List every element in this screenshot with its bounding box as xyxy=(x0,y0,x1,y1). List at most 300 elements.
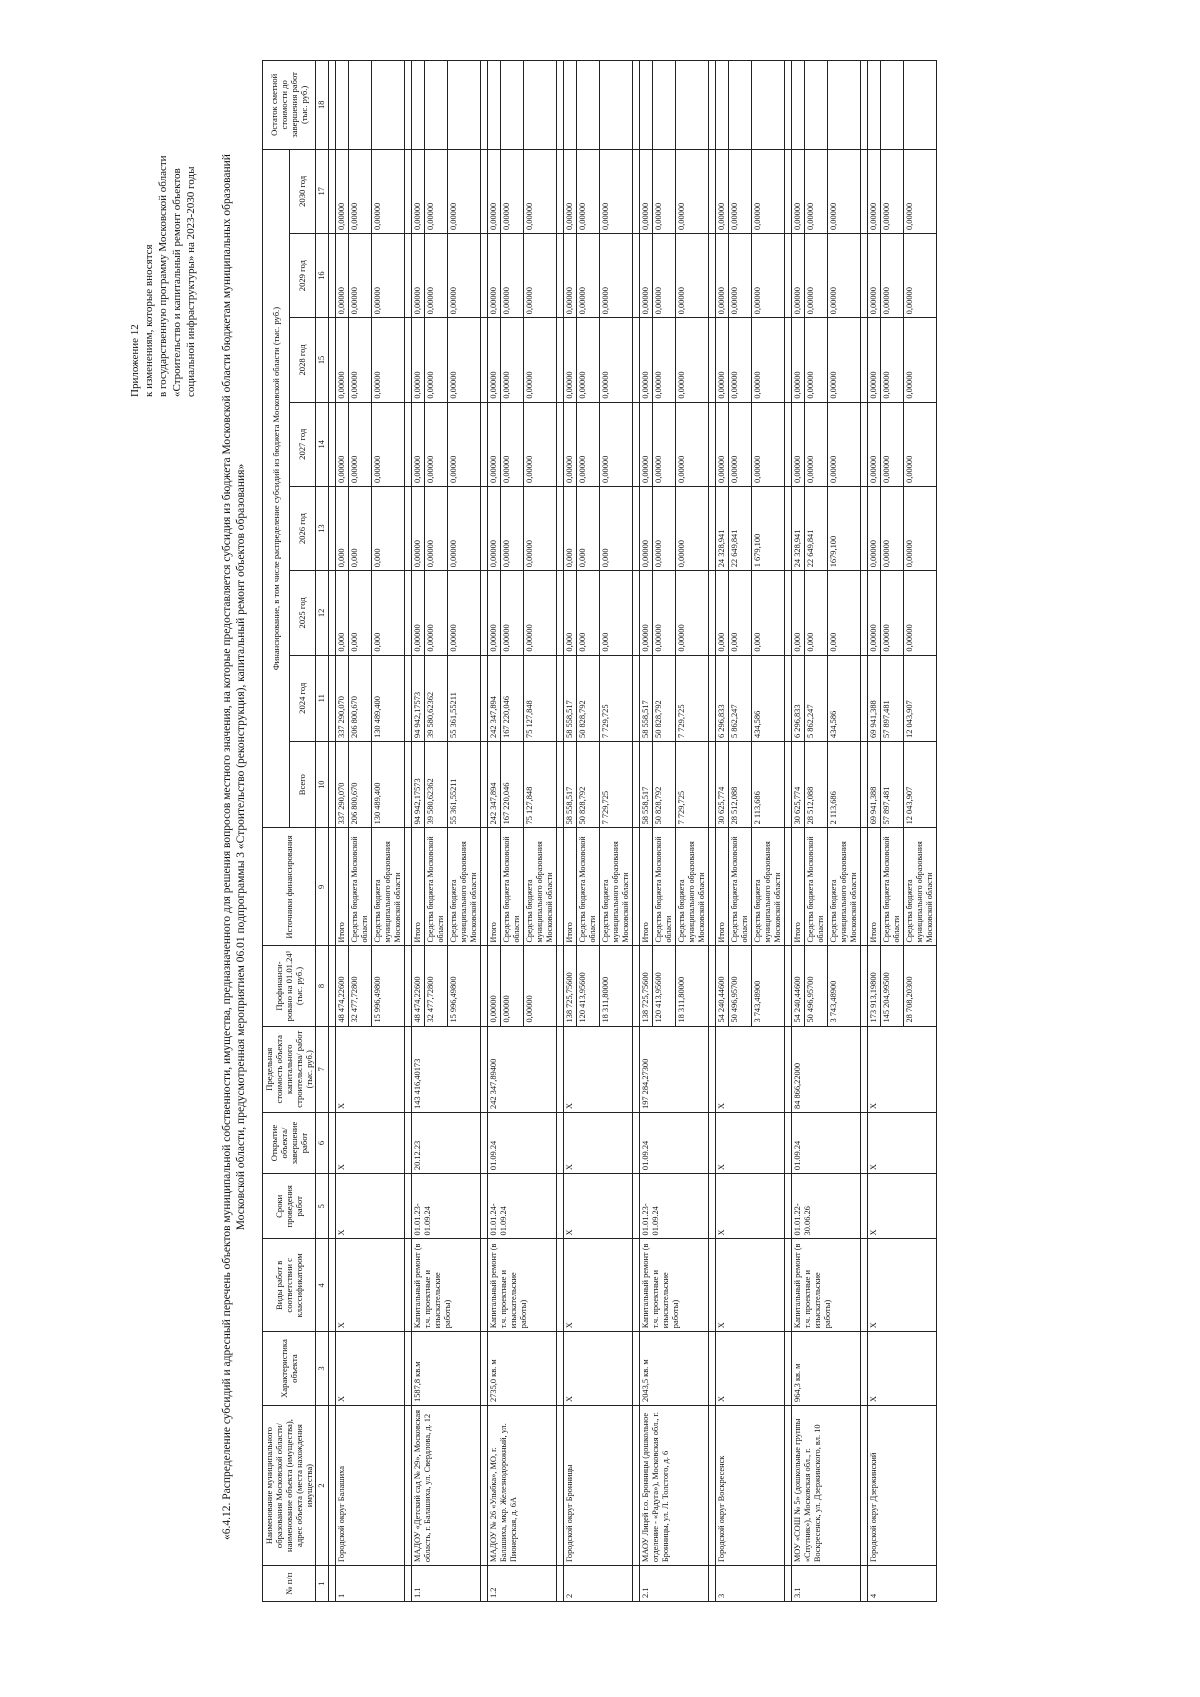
separator-cell xyxy=(557,741,564,827)
column-number: 8 xyxy=(316,946,329,1026)
separator-cell xyxy=(709,946,716,1026)
financing-value: 0,000 xyxy=(752,571,785,655)
financing-value: 0,000 xyxy=(336,571,349,655)
financing-value: 0,00000 xyxy=(676,149,709,233)
remainder-value xyxy=(881,61,904,150)
financing-value: 0,00000 xyxy=(412,402,425,486)
header-total: Всего xyxy=(289,741,316,827)
appendix-line: социальной инфраструктуры» на 2023-2030 годы xyxy=(185,166,197,397)
funding-source: Средства бюджета Московской области xyxy=(653,828,676,946)
financing-value: 0,00000 xyxy=(448,318,481,402)
separator-cell xyxy=(785,946,792,1026)
financing-value: 0,00000 xyxy=(868,318,881,402)
appendix-line: «Строительство и капитальный ремонт объектов xyxy=(171,168,183,397)
financing-value: 50 828,792 xyxy=(653,741,676,827)
separator-cell xyxy=(557,1239,564,1332)
work-terms: 01.01.22-30.06.26 xyxy=(792,1174,861,1239)
separator-row xyxy=(785,61,792,1602)
separator-cell xyxy=(709,741,716,827)
financing-value: 0,00000 xyxy=(564,234,577,318)
separator-cell xyxy=(861,318,868,402)
financing-value: 2 113,686 xyxy=(752,741,785,827)
funding-source: Средства бюджета муниципального образования Московской области xyxy=(676,828,709,946)
financing-value: 0,00000 xyxy=(868,402,881,486)
limit-cost: X xyxy=(868,1026,937,1112)
financing-value: 69 941,388 xyxy=(868,741,881,827)
financing-value: 1679,100 xyxy=(828,486,861,570)
financing-value: 0,00000 xyxy=(501,149,524,233)
financing-value: 0,00000 xyxy=(792,318,805,402)
separator-cell xyxy=(709,1239,716,1332)
funding-source: Средства бюджета муниципального образования Московской области xyxy=(828,828,861,946)
financing-value: 1 679,100 xyxy=(752,486,785,570)
financed-amount: 18 311,80000 xyxy=(676,946,709,1026)
financing-value: 0,000 xyxy=(564,486,577,570)
funding-source: Средства бюджета муниципального образования Московской области xyxy=(752,828,785,946)
financing-value: 39 580,62362 xyxy=(425,741,448,827)
financing-value: 7 729,725 xyxy=(600,741,633,827)
open-date: 01.09.24 xyxy=(792,1112,861,1173)
financed-amount: 32 477,72800 xyxy=(349,946,372,1026)
row-number: 3 xyxy=(716,1566,785,1602)
separator-cell xyxy=(481,1239,488,1332)
separator-cell xyxy=(329,149,336,233)
separator-cell xyxy=(329,1026,336,1112)
financing-value: 337 290,070 xyxy=(336,655,349,741)
title-line: Московской области, предусмотренная мероприятием 06.01 подпрограммы 3 «Строительство (реконструкция), капитальный ремонт объектов образования» xyxy=(235,463,247,1231)
financing-value: 0,00000 xyxy=(488,486,501,570)
financing-value: 0,00000 xyxy=(600,318,633,402)
header-year: 2027 год xyxy=(289,402,316,486)
open-date: 01.09.24 xyxy=(488,1112,557,1173)
financing-value: 0,000 xyxy=(349,571,372,655)
financing-value: 0,00000 xyxy=(488,234,501,318)
separator-row xyxy=(481,61,488,1602)
financed-amount: 0,00000 xyxy=(524,946,557,1026)
remainder-value xyxy=(653,61,676,150)
separator-cell xyxy=(481,1174,488,1239)
open-date: X xyxy=(336,1112,405,1173)
separator-cell xyxy=(557,1566,564,1602)
object-name: Городской округ Дзержинский xyxy=(868,1405,937,1565)
remainder-value xyxy=(336,61,349,150)
financed-amount: 32 477,72800 xyxy=(425,946,448,1026)
separator-cell xyxy=(709,1112,716,1173)
financing-value: 0,00000 xyxy=(425,318,448,402)
work-type: Капитальный ремонт (в т.ч. проектные и изыскательские работы) xyxy=(488,1239,557,1332)
financing-value: 0,00000 xyxy=(448,486,481,570)
separator-cell xyxy=(861,1174,868,1239)
financing-value: 0,00000 xyxy=(881,234,904,318)
financing-value: 0,00000 xyxy=(640,234,653,318)
funding-source: Средства бюджета Московской области xyxy=(577,828,600,946)
financing-value: 0,00000 xyxy=(600,149,633,233)
object-name: Городской округ Бронницы xyxy=(564,1405,633,1565)
funding-source: Средства бюджета Московской области xyxy=(881,828,904,946)
work-type: X xyxy=(868,1239,937,1332)
separator-cell xyxy=(481,402,488,486)
title-line: «6.4.12. Распределение субсидий и адресный перечень объектов муниципальной собственности, имущества, предназначенного для решения вопросов местного значения, на которые предоставляется субсидия из бюджета Московской области бюджетам муниципальных образований xyxy=(221,154,233,1540)
remainder-value xyxy=(805,61,828,150)
header-year: 2024 год xyxy=(289,655,316,741)
financing-value: 130 489,400 xyxy=(372,741,405,827)
separator-cell xyxy=(557,234,564,318)
financing-value: 0,00000 xyxy=(881,149,904,233)
financing-value: 0,00000 xyxy=(564,318,577,402)
separator-cell xyxy=(481,828,488,946)
financing-value: 0,00000 xyxy=(752,402,785,486)
financing-value: 94 942,17573 xyxy=(412,655,425,741)
financing-value: 0,00000 xyxy=(524,318,557,402)
header-year: 2028 год xyxy=(289,318,316,402)
separator-cell xyxy=(633,1566,640,1602)
financing-value: 0,00000 xyxy=(577,402,600,486)
financing-value: 0,00000 xyxy=(577,234,600,318)
financing-value: 0,00000 xyxy=(564,402,577,486)
column-number: 18 xyxy=(316,61,329,150)
financing-value: 58 558,517 xyxy=(640,655,653,741)
object-name: МАДОУ № 26 «Улыбка», МО, г. Балашиха, мкр. Железнодорожный, ул. Пионерская, д. 6А xyxy=(488,1405,557,1565)
separator-cell xyxy=(557,571,564,655)
financing-value: 30 625,774 xyxy=(716,741,729,827)
separator-row xyxy=(633,61,640,1602)
financing-value: 0,00000 xyxy=(653,149,676,233)
column-number: 5 xyxy=(316,1174,329,1239)
financing-value: 2 113,686 xyxy=(828,741,861,827)
financing-value: 0,00000 xyxy=(488,149,501,233)
financing-value: 434,586 xyxy=(828,655,861,741)
work-type: Капитальный ремонт (в т.ч. проектные и изыскательские работы) xyxy=(792,1239,861,1332)
object-name: Городской округ Воскресенск xyxy=(716,1405,785,1565)
separator-cell xyxy=(633,946,640,1026)
separator-cell xyxy=(861,61,868,150)
open-date: X xyxy=(564,1112,633,1173)
separator-cell xyxy=(709,234,716,318)
financed-amount: 3 743,48900 xyxy=(752,946,785,1026)
separator-cell xyxy=(329,571,336,655)
financing-value: 0,00000 xyxy=(676,318,709,402)
financing-value: 0,00000 xyxy=(336,318,349,402)
separator-cell xyxy=(785,1332,792,1406)
separator-cell xyxy=(405,1112,412,1173)
work-terms: X xyxy=(564,1174,633,1239)
separator-cell xyxy=(633,318,640,402)
work-type: X xyxy=(716,1239,785,1332)
separator-cell xyxy=(557,655,564,741)
financing-value: 0,00000 xyxy=(653,571,676,655)
separator-cell xyxy=(861,1332,868,1406)
column-number: 12 xyxy=(316,571,329,655)
financing-value: 0,00000 xyxy=(412,486,425,570)
financing-value: 30 625,774 xyxy=(792,741,805,827)
remainder-value xyxy=(564,61,577,150)
remainder-value xyxy=(577,61,600,150)
financing-value: 39 580,62362 xyxy=(425,655,448,741)
separator-cell xyxy=(329,828,336,946)
separator-cell xyxy=(557,1026,564,1112)
separator-cell xyxy=(481,234,488,318)
financing-value: 206 800,670 xyxy=(349,741,372,827)
financing-value: 5 862,247 xyxy=(805,655,828,741)
separator-cell xyxy=(481,571,488,655)
separator-cell xyxy=(861,571,868,655)
financing-value: 0,00000 xyxy=(653,234,676,318)
financing-value: 0,00000 xyxy=(425,486,448,570)
financing-value: 242 347,894 xyxy=(488,655,501,741)
financing-value: 57 897,481 xyxy=(881,655,904,741)
financing-value: 0,000 xyxy=(577,571,600,655)
financing-value: 0,00000 xyxy=(828,149,861,233)
separator-cell xyxy=(481,1405,488,1565)
financing-value: 0,00000 xyxy=(425,402,448,486)
financing-value: 12 043,907 xyxy=(904,655,937,741)
separator-cell xyxy=(861,149,868,233)
financing-value: 0,00000 xyxy=(501,318,524,402)
financing-value: 0,00000 xyxy=(676,234,709,318)
financing-value: 0,00000 xyxy=(524,402,557,486)
separator-cell xyxy=(785,318,792,402)
financing-value: 0,000 xyxy=(372,486,405,570)
separator-cell xyxy=(405,946,412,1026)
limit-cost: X xyxy=(336,1026,405,1112)
financed-amount: 50 496,95700 xyxy=(805,946,828,1026)
separator-cell xyxy=(405,402,412,486)
appendix-line: Приложение 12 xyxy=(129,324,141,397)
work-terms: 01.01.23-01.09.24 xyxy=(412,1174,481,1239)
separator-cell xyxy=(861,234,868,318)
separator-cell xyxy=(709,1332,716,1406)
financing-value: 24 328,941 xyxy=(716,486,729,570)
funding-source: Средства бюджета муниципального образования Московской области xyxy=(524,828,557,946)
separator-cell xyxy=(633,655,640,741)
financing-value: 0,00000 xyxy=(524,486,557,570)
separator-cell xyxy=(557,946,564,1026)
financing-value: 75 127,848 xyxy=(524,741,557,827)
funding-source: Средства бюджета Московской области xyxy=(349,828,372,946)
separator-cell xyxy=(785,1026,792,1112)
financing-value: 57 897,481 xyxy=(881,741,904,827)
financing-value: 24 328,941 xyxy=(792,486,805,570)
financing-value: 0,00000 xyxy=(904,234,937,318)
financing-value: 0,00000 xyxy=(640,402,653,486)
work-type: X xyxy=(336,1239,405,1332)
separator-cell xyxy=(785,828,792,946)
financing-value: 434,586 xyxy=(752,655,785,741)
financing-value: 0,000 xyxy=(600,571,633,655)
funding-source: Итого xyxy=(412,828,425,946)
financing-value: 0,00000 xyxy=(805,149,828,233)
subsidy-table xyxy=(262,60,937,1602)
separator-cell xyxy=(329,1566,336,1602)
column-number: 10 xyxy=(316,741,329,827)
financing-value: 0,000 xyxy=(600,486,633,570)
object-characteristic: 2735,0 кв. м xyxy=(488,1332,557,1406)
separator-cell xyxy=(329,486,336,570)
financed-amount: 3 743,48900 xyxy=(828,946,861,1026)
financing-value: 0,00000 xyxy=(828,402,861,486)
separator-cell xyxy=(405,318,412,402)
separator-cell xyxy=(861,741,868,827)
row-number: 4 xyxy=(868,1566,937,1602)
separator-cell xyxy=(405,1566,412,1602)
financed-amount: 120 413,95600 xyxy=(653,946,676,1026)
separator-cell xyxy=(785,571,792,655)
separator-cell xyxy=(329,655,336,741)
remainder-value xyxy=(752,61,785,150)
financing-value: 55 361,55211 xyxy=(448,655,481,741)
financing-value: 0,00000 xyxy=(448,234,481,318)
open-date: 01.09.24 xyxy=(640,1112,709,1173)
separator-cell xyxy=(633,486,640,570)
header-remainder: Остаток сметной стоимости до завершения работ (тыс. руб.) xyxy=(263,61,316,150)
financing-value: 0,00000 xyxy=(640,149,653,233)
separator-cell xyxy=(557,1112,564,1173)
separator-cell xyxy=(329,61,336,150)
separator-cell xyxy=(785,655,792,741)
financing-value: 0,000 xyxy=(729,571,752,655)
appendix-line: к изменениям, которые вносятся xyxy=(143,244,155,397)
remainder-value xyxy=(676,61,709,150)
financing-value: 0,00000 xyxy=(729,318,752,402)
financing-value: 0,00000 xyxy=(372,234,405,318)
table-row xyxy=(640,61,653,1602)
remainder-value xyxy=(425,61,448,150)
financing-value: 94 942,17573 xyxy=(412,741,425,827)
column-number: 11 xyxy=(316,655,329,741)
separator-cell xyxy=(329,741,336,827)
financing-value: 0,00000 xyxy=(828,234,861,318)
separator-cell xyxy=(405,741,412,827)
financing-value: 0,00000 xyxy=(488,571,501,655)
table-row xyxy=(412,61,425,1602)
financing-value: 0,00000 xyxy=(600,402,633,486)
work-terms: 01.01.24-01.09.24 xyxy=(488,1174,557,1239)
separator-cell xyxy=(785,234,792,318)
financing-value: 69 941,388 xyxy=(868,655,881,741)
separator-cell xyxy=(785,149,792,233)
financing-value: 0,00000 xyxy=(577,318,600,402)
header-characteristic: Характеристика объекта xyxy=(263,1332,316,1406)
remainder-value xyxy=(524,61,557,150)
separator-cell xyxy=(633,402,640,486)
separator-cell xyxy=(557,149,564,233)
financed-amount: 15 996,49800 xyxy=(448,946,481,1026)
funding-source: Средства бюджета Московской области xyxy=(805,828,828,946)
separator-cell xyxy=(861,1112,868,1173)
row-number: 2.1 xyxy=(640,1566,709,1602)
work-terms: X xyxy=(868,1174,937,1239)
financing-value: 0,00000 xyxy=(904,402,937,486)
financing-value: 0,00000 xyxy=(501,571,524,655)
financing-value: 0,00000 xyxy=(653,318,676,402)
financing-value: 50 828,792 xyxy=(653,655,676,741)
separator-cell xyxy=(405,1026,412,1112)
financing-value: 242 347,894 xyxy=(488,741,501,827)
separator-cell xyxy=(557,318,564,402)
separator-cell xyxy=(633,1239,640,1332)
financed-amount: 15 996,49800 xyxy=(372,946,405,1026)
separator-cell xyxy=(709,1174,716,1239)
column-number: 16 xyxy=(316,234,329,318)
separator-cell xyxy=(481,1332,488,1406)
remainder-value xyxy=(600,61,633,150)
financing-value: 0,00000 xyxy=(805,402,828,486)
remainder-value xyxy=(501,61,524,150)
remainder-value xyxy=(792,61,805,150)
financing-value: 0,00000 xyxy=(501,402,524,486)
financing-value: 0,00000 xyxy=(372,318,405,402)
separator-cell xyxy=(785,1112,792,1173)
object-name: МАДОУ «Детский сад № 29», Московская область, г. Балашиха, ул. Свердлова, д. 12 xyxy=(412,1405,481,1565)
separator-cell xyxy=(405,828,412,946)
limit-cost: 143 416,40173 xyxy=(412,1026,481,1112)
separator-cell xyxy=(405,486,412,570)
financing-value: 0,00000 xyxy=(640,318,653,402)
header-limit-cost: Предельная стоимость объекта капитального строительства/ работ (тыс. руб.) xyxy=(263,1026,316,1112)
separator-cell xyxy=(633,741,640,827)
financing-value: 75 127,848 xyxy=(524,655,557,741)
financing-value: 0,00000 xyxy=(372,402,405,486)
separator-cell xyxy=(633,1405,640,1565)
financing-value: 0,00000 xyxy=(716,234,729,318)
financing-value: 58 558,517 xyxy=(564,741,577,827)
financing-value: 0,00000 xyxy=(676,402,709,486)
financing-value: 337 290,070 xyxy=(336,741,349,827)
separator-cell xyxy=(481,1112,488,1173)
table-row xyxy=(716,61,729,1602)
financing-value: 0,00000 xyxy=(868,486,881,570)
separator-cell xyxy=(861,402,868,486)
financing-value: 0,00000 xyxy=(904,571,937,655)
financing-value: 0,00000 xyxy=(881,486,904,570)
financing-value: 0,000 xyxy=(336,486,349,570)
financed-amount: 0,00000 xyxy=(488,946,501,1026)
separator-cell xyxy=(861,828,868,946)
financing-value: 6 296,833 xyxy=(792,655,805,741)
column-number: 13 xyxy=(316,486,329,570)
separator-cell xyxy=(633,149,640,233)
financing-value: 28 512,088 xyxy=(805,741,828,827)
financing-value: 0,00000 xyxy=(448,149,481,233)
header-name: Наименование муниципального образования Московской области/наименование объекта (имущества), адрес объекта (места нахождения имущества) xyxy=(263,1405,316,1565)
separator-cell xyxy=(633,234,640,318)
financing-value: 130 489,400 xyxy=(372,655,405,741)
separator-cell xyxy=(405,1174,412,1239)
financing-value: 0,00000 xyxy=(716,402,729,486)
financed-amount: 54 240,44600 xyxy=(792,946,805,1026)
funding-source: Итого xyxy=(792,828,805,946)
separator-cell xyxy=(785,61,792,150)
column-number: 9 xyxy=(316,828,329,946)
financed-amount: 48 474,22600 xyxy=(412,946,425,1026)
separator-cell xyxy=(481,61,488,150)
financing-value: 0,00000 xyxy=(349,149,372,233)
financing-value: 0,00000 xyxy=(640,571,653,655)
financing-value: 28 512,088 xyxy=(729,741,752,827)
financing-value: 0,00000 xyxy=(425,149,448,233)
financing-value: 7 729,725 xyxy=(600,655,633,741)
work-type: X xyxy=(564,1239,633,1332)
remainder-value xyxy=(868,61,881,150)
separator-cell xyxy=(329,234,336,318)
header-year: 2025 год xyxy=(289,571,316,655)
row-number: 1 xyxy=(336,1566,405,1602)
financing-value: 0,00000 xyxy=(524,149,557,233)
financing-value: 7 729,725 xyxy=(676,741,709,827)
separator-cell xyxy=(481,741,488,827)
financing-value: 0,00000 xyxy=(729,402,752,486)
separator-row xyxy=(861,61,868,1602)
